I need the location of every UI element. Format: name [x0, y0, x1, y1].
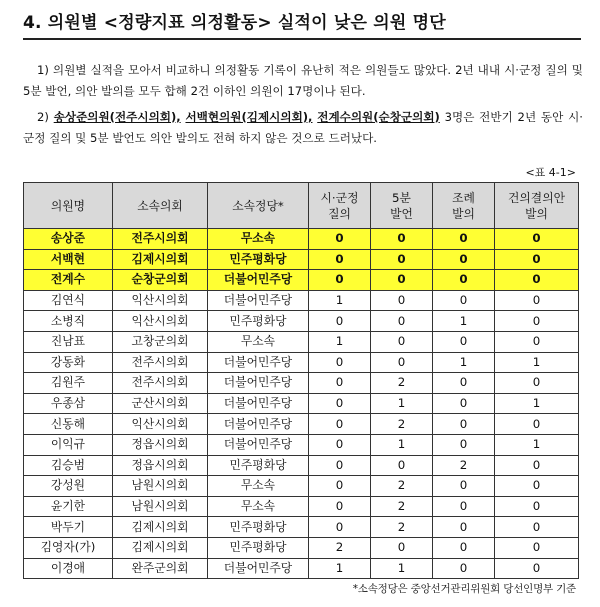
cell-speech-count: 0: [371, 311, 433, 332]
cell-council: 전주시의회: [113, 352, 208, 373]
paragraph-2-name-1: 송상준의원(전주시의회),: [53, 110, 181, 124]
cell-speech-count: 1: [371, 434, 433, 455]
cell-speech-count: 0: [371, 229, 433, 250]
cell-resolution-count: 0: [495, 517, 579, 538]
table-row: [24, 434, 579, 455]
cell-ordinance-count: 0: [433, 290, 495, 311]
cell-speech-count: 0: [371, 352, 433, 373]
cell-council: 남원시의회: [113, 496, 208, 517]
section-title: 4. 의원별 <정량지표 의정활동> 실적이 낮은 의원 명단: [23, 8, 581, 40]
cell-member-name: 진남표: [24, 331, 113, 352]
cell-question-count: 0: [309, 434, 371, 455]
cell-speech-count: 2: [371, 373, 433, 394]
cell-member-name: 이익규: [24, 434, 113, 455]
cell-ordinance-count: 0: [433, 393, 495, 414]
cell-council: 전주시의회: [113, 229, 208, 250]
cell-ordinance-count: 0: [433, 476, 495, 497]
cell-member-name: 강동화: [24, 352, 113, 373]
paragraph-2-prefix: 2): [37, 110, 49, 124]
cell-resolution-count: 1: [495, 352, 579, 373]
cell-question-count: 0: [309, 455, 371, 476]
cell-party: 민주평화당: [208, 517, 309, 538]
cell-question-count: 0: [309, 270, 371, 291]
table-row: [24, 414, 579, 435]
cell-council: 정읍시의회: [113, 455, 208, 476]
cell-question-count: 2: [309, 537, 371, 558]
cell-ordinance-count: 0: [433, 414, 495, 435]
table-row: [24, 311, 579, 332]
cell-council: 전주시의회: [113, 373, 208, 394]
cell-member-name: 김원주: [24, 373, 113, 394]
cell-party: 더불어민주당: [208, 373, 309, 394]
table-row: [24, 537, 579, 558]
cell-resolution-count: 0: [495, 229, 579, 250]
cell-speech-count: 0: [371, 455, 433, 476]
cell-ordinance-count: 0: [433, 249, 495, 270]
cell-question-count: 0: [309, 352, 371, 373]
cell-resolution-count: 0: [495, 537, 579, 558]
cell-ordinance-count: 1: [433, 352, 495, 373]
cell-council: 남원시의회: [113, 476, 208, 497]
cell-speech-count: 2: [371, 476, 433, 497]
cell-member-name: 강성원: [24, 476, 113, 497]
cell-resolution-count: 0: [495, 249, 579, 270]
cell-party: 더불어민주당: [208, 434, 309, 455]
cell-resolution-count: 0: [495, 373, 579, 394]
cell-resolution-count: 0: [495, 476, 579, 497]
cell-speech-count: 1: [371, 393, 433, 414]
cell-ordinance-count: 0: [433, 537, 495, 558]
cell-speech-count: 2: [371, 496, 433, 517]
cell-council: 익산시의회: [113, 290, 208, 311]
footnote: *소속정당은 중앙선거관리위원회 당선인명부 기준: [352, 583, 576, 595]
header-party: 소속정당*: [208, 183, 309, 229]
cell-resolution-count: 0: [495, 558, 579, 579]
cell-member-name: 신동해: [24, 414, 113, 435]
cell-ordinance-count: 0: [433, 496, 495, 517]
cell-member-name: 윤기한: [24, 496, 113, 517]
paragraph-2: [23, 107, 583, 149]
table-row: [24, 270, 579, 291]
cell-question-count: 0: [309, 476, 371, 497]
cell-member-name: 서백현: [24, 249, 113, 270]
cell-resolution-count: 0: [495, 290, 579, 311]
cell-party: 더불어민주당: [208, 558, 309, 579]
cell-council: 고창군의회: [113, 331, 208, 352]
cell-question-count: 1: [309, 290, 371, 311]
cell-resolution-count: 0: [495, 270, 579, 291]
cell-question-count: 0: [309, 311, 371, 332]
header-resolution: 건의결의안 발의: [495, 183, 579, 229]
table-row: [24, 249, 579, 270]
cell-resolution-count: 1: [495, 434, 579, 455]
cell-resolution-count: 0: [495, 455, 579, 476]
cell-resolution-count: 0: [495, 414, 579, 435]
cell-ordinance-count: 0: [433, 229, 495, 250]
cell-council: 김제시의회: [113, 517, 208, 538]
cell-party: 더불어민주당: [208, 270, 309, 291]
cell-speech-count: 1: [371, 558, 433, 579]
cell-party: 더불어민주당: [208, 352, 309, 373]
table-row: [24, 373, 579, 394]
table-row: [24, 393, 579, 414]
cell-member-name: 이경애: [24, 558, 113, 579]
table-body: [24, 229, 579, 579]
cell-ordinance-count: 0: [433, 331, 495, 352]
cell-speech-count: 0: [371, 537, 433, 558]
paragraph-2-suffix: 3명은 전반기 2년 동안 시·군정 질의 및 5분 발언도 의안 발의도 전혀 하지 않은 것으로 드러났다.: [23, 110, 583, 145]
header-speech: 5분 발언: [371, 183, 433, 229]
cell-member-name: 박두기: [24, 517, 113, 538]
cell-party: 민주평화당: [208, 311, 309, 332]
header-question: 시·군정 질의: [309, 183, 371, 229]
cell-resolution-count: 0: [495, 331, 579, 352]
header-ordinance: 조례 발의: [433, 183, 495, 229]
cell-question-count: 0: [309, 517, 371, 538]
table-label: <표 4-1>: [525, 166, 576, 179]
cell-question-count: 0: [309, 249, 371, 270]
cell-party: 무소속: [208, 476, 309, 497]
cell-party: 더불어민주당: [208, 290, 309, 311]
cell-council: 익산시의회: [113, 414, 208, 435]
table-row: [24, 517, 579, 538]
table-header-row: [24, 183, 579, 229]
paragraph-2-name-3: 전계수의원(순창군의회): [317, 110, 440, 124]
paragraph-2-name-2: 서백현의원(김제시의회),: [185, 110, 313, 124]
cell-party: 더불어민주당: [208, 393, 309, 414]
cell-ordinance-count: 0: [433, 373, 495, 394]
cell-question-count: 1: [309, 331, 371, 352]
cell-council: 정읍시의회: [113, 434, 208, 455]
cell-party: 무소속: [208, 229, 309, 250]
cell-resolution-count: 0: [495, 311, 579, 332]
cell-question-count: 0: [309, 496, 371, 517]
cell-party: 민주평화당: [208, 455, 309, 476]
cell-ordinance-count: 0: [433, 517, 495, 538]
cell-party: 민주평화당: [208, 249, 309, 270]
cell-council: 군산시의회: [113, 393, 208, 414]
cell-question-count: 0: [309, 229, 371, 250]
cell-council: 김제시의회: [113, 249, 208, 270]
cell-member-name: 김영자(가): [24, 537, 113, 558]
table-row: [24, 558, 579, 579]
cell-member-name: 소병직: [24, 311, 113, 332]
cell-ordinance-count: 0: [433, 270, 495, 291]
cell-ordinance-count: 0: [433, 558, 495, 579]
cell-ordinance-count: 1: [433, 311, 495, 332]
table-row: [24, 496, 579, 517]
cell-speech-count: 2: [371, 517, 433, 538]
cell-party: 무소속: [208, 331, 309, 352]
table-row: [24, 290, 579, 311]
cell-member-name: 김승범: [24, 455, 113, 476]
cell-question-count: 0: [309, 414, 371, 435]
cell-ordinance-count: 2: [433, 455, 495, 476]
cell-speech-count: 0: [371, 331, 433, 352]
cell-party: 무소속: [208, 496, 309, 517]
cell-party: 더불어민주당: [208, 414, 309, 435]
paragraph-1: 1) 의원별 실적을 모아서 비교하니 의정활동 기록이 유난히 적은 의원들도 많았다. 2년 내내 시·군정 질의 및 5분 발언, 의안 발의를 모두 합해 2건 이하인 의원이 17명이나 된다.: [23, 63, 583, 98]
header-name: 의원명: [24, 183, 113, 229]
table-row: [24, 455, 579, 476]
cell-member-name: 김연식: [24, 290, 113, 311]
cell-council: 순창군의회: [113, 270, 208, 291]
table-row: [24, 476, 579, 497]
cell-question-count: 0: [309, 373, 371, 394]
cell-speech-count: 2: [371, 414, 433, 435]
table-row: [24, 331, 579, 352]
cell-question-count: 0: [309, 393, 371, 414]
cell-speech-count: 0: [371, 270, 433, 291]
council-member-table: [23, 182, 579, 579]
header-council: 소속의회: [113, 183, 208, 229]
cell-member-name: 전계수: [24, 270, 113, 291]
cell-party: 민주평화당: [208, 537, 309, 558]
cell-member-name: 우종삼: [24, 393, 113, 414]
cell-council: 완주군의회: [113, 558, 208, 579]
cell-council: 익산시의회: [113, 311, 208, 332]
cell-member-name: 송상준: [24, 229, 113, 250]
cell-ordinance-count: 0: [433, 434, 495, 455]
cell-speech-count: 0: [371, 249, 433, 270]
cell-question-count: 1: [309, 558, 371, 579]
cell-resolution-count: 0: [495, 496, 579, 517]
cell-resolution-count: 1: [495, 393, 579, 414]
table-row: [24, 352, 579, 373]
cell-council: 김제시의회: [113, 537, 208, 558]
cell-speech-count: 0: [371, 290, 433, 311]
table-row: [24, 229, 579, 250]
